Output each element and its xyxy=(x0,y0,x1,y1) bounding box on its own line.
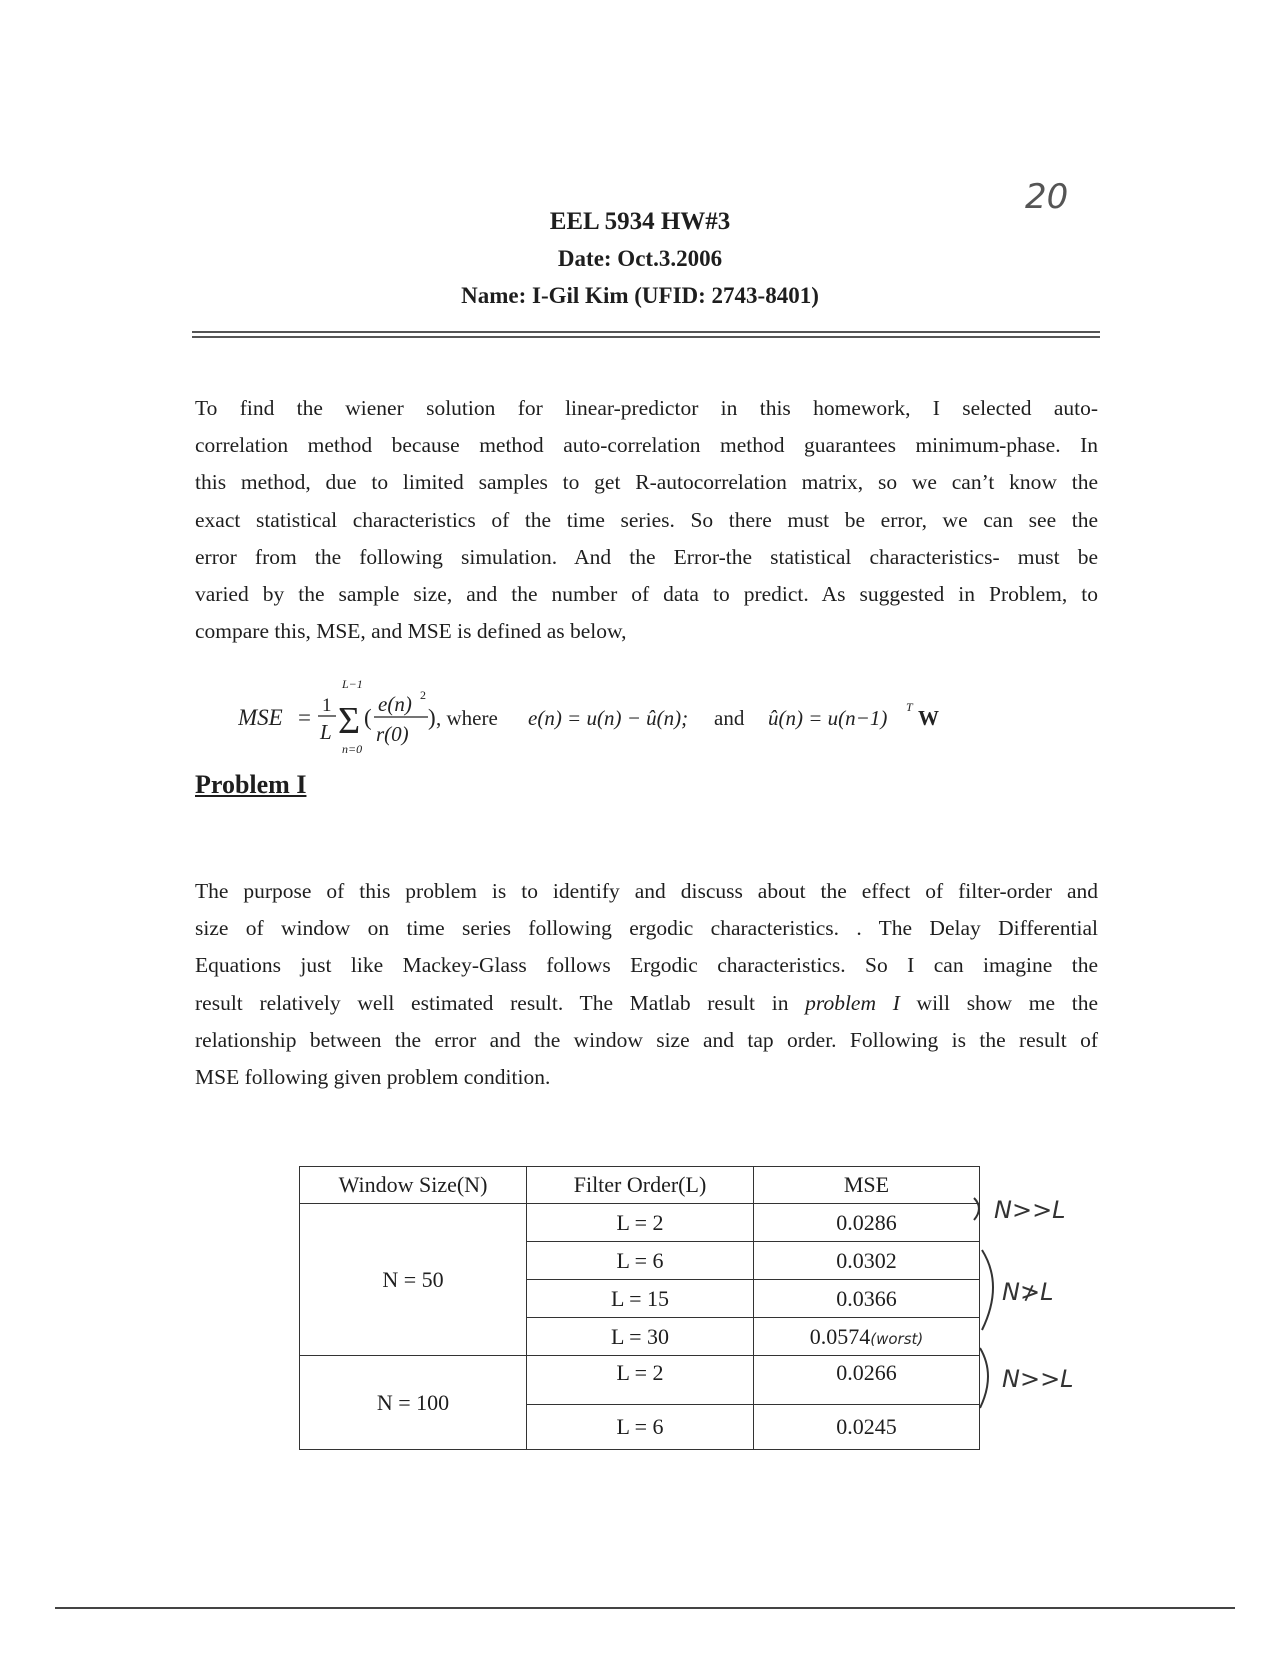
problem-line: relationship between the error and the window size and tap order. Following is the result of xyxy=(195,1027,1098,1052)
intro-line: this method, due to limited samples to get R-autocorrelation matrix, so we can’t know the xyxy=(195,470,1098,495)
worst-note: (worst) xyxy=(870,1329,924,1348)
formula-pred-w: W xyxy=(918,706,939,730)
mse-formula xyxy=(238,675,1038,765)
formula-where: , where xyxy=(436,706,498,730)
intro-line: correlation method because method auto-correlation method guarantees minimum-phase. In xyxy=(195,433,1098,458)
problem-line: result relatively well estimated result. The Matlab result in problem I will show me the xyxy=(195,990,1098,1015)
filter-order-cell: L = 2 xyxy=(527,1204,754,1242)
formula-den: r(0) xyxy=(376,722,409,746)
mse-value: 0.0574 xyxy=(809,1323,871,1349)
formula-pred-sup: T xyxy=(906,700,913,714)
svg-text:): ) xyxy=(428,705,436,730)
problem-line: The purpose of this problem is to identify and discuss about the effect of filter-order and xyxy=(195,879,1098,903)
mse-cell: 0.0245 xyxy=(754,1405,980,1450)
annot-second: N≯L xyxy=(1002,1278,1054,1306)
table-row xyxy=(300,1204,980,1242)
formula-L: L xyxy=(320,720,332,744)
svg-text:2: 2 xyxy=(420,688,426,702)
mse-cell: 0.0366 xyxy=(754,1280,980,1318)
filter-order-cell: L = 6 xyxy=(527,1242,754,1280)
formula-and: and xyxy=(714,706,745,730)
mse-results-table xyxy=(299,1166,980,1450)
formula-error-def: e(n) = u(n) − û(n); xyxy=(528,706,689,730)
problem-line: size of window on time series following ergodic characteristics. . The Delay Differential xyxy=(195,916,1098,941)
header-double-rule xyxy=(192,331,1100,338)
header-mse: MSE xyxy=(754,1167,980,1204)
problem-line: MSE following given problem condition. xyxy=(195,1065,551,1090)
intro-line: varied by the sample size, and the number of data to predict. As suggested in Problem, to xyxy=(195,582,1098,607)
formula-pred-def: û(n) = u(n−1) xyxy=(768,706,888,730)
author-name: Name: I-Gil Kim (UFID: 2743-8401) xyxy=(461,283,819,308)
mse-cell: 0.0266 xyxy=(754,1356,980,1405)
problem-heading: Problem I xyxy=(195,770,307,799)
intro-line: To find the wiener solution for linear-predictor in this homework, I selected auto- xyxy=(195,396,1098,420)
filter-order-cell: L = 6 xyxy=(527,1405,754,1450)
intro-paragraph xyxy=(195,390,1098,650)
formula-sigma: Σ xyxy=(338,700,361,742)
doc-date: Date: Oct.3.2006 xyxy=(557,246,723,271)
formula-sum-upper: L−1 xyxy=(342,677,363,691)
window-size-cell: N = 100 xyxy=(300,1356,527,1450)
problem-line: Equations just like Mackey-Glass follows Ergodic characteristics. So I can imagine the xyxy=(195,953,1098,978)
annot-first: N>>L xyxy=(994,1196,1066,1224)
filter-order-cell: L = 30 xyxy=(527,1318,754,1356)
table-header-row xyxy=(300,1167,980,1204)
doc-title: EEL 5934 HW#3 xyxy=(549,208,731,235)
handwritten-annotations xyxy=(940,1160,1140,1460)
window-size-cell: N = 50 xyxy=(300,1204,527,1356)
intro-line: exact statistical characteristics of the time series. So there must be error, we can see the xyxy=(195,507,1098,532)
problem-paragraph xyxy=(195,873,1098,1096)
svg-text:=: = xyxy=(298,705,311,730)
formula-num: e(n) xyxy=(378,692,412,716)
formula-one: 1 xyxy=(322,695,332,716)
bottom-rule xyxy=(55,1607,1235,1609)
header-filter-order: Filter Order(L) xyxy=(527,1167,754,1204)
formula-lhs: MSE xyxy=(238,705,283,730)
filter-order-cell: L = 15 xyxy=(527,1280,754,1318)
intro-line: compare this, MSE, and MSE is defined as below, xyxy=(195,619,627,644)
formula-sum-lower: n=0 xyxy=(342,742,363,756)
svg-text:(: ( xyxy=(364,705,372,730)
header-window-size: Window Size(N) xyxy=(300,1167,527,1204)
table-row xyxy=(300,1356,980,1405)
mse-cell: 0.0302 xyxy=(754,1242,980,1280)
annot-third: N>>L xyxy=(1002,1365,1074,1393)
mse-cell: 0.0286 xyxy=(754,1204,980,1242)
italic-problem-ref: problem I xyxy=(805,990,900,1015)
intro-line: error from the following simulation. And the Error-the statistical characteristics- must be xyxy=(195,544,1098,569)
grade-mark-text: 20 xyxy=(1025,177,1069,217)
filter-order-cell: L = 2 xyxy=(527,1356,754,1405)
